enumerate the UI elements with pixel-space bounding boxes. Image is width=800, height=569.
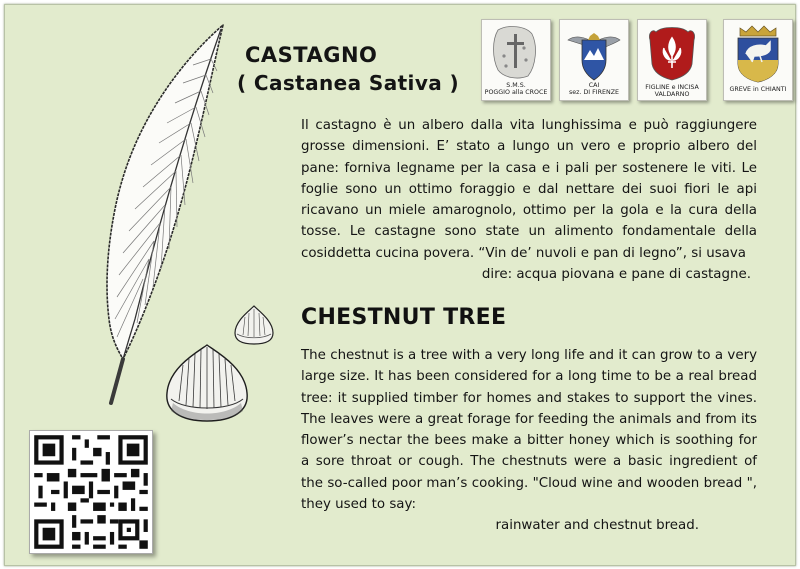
qr-code[interactable] [29,430,153,554]
cai-firenze-logo [559,19,629,101]
logo-caption: S.M.S. [506,82,526,89]
english-description [301,345,757,537]
scientific-name: ( Castanea Sativa ) [237,71,460,95]
greve-in-chianti-logo [723,19,793,101]
english-closing-line: rainwater and chestnut bread. [495,518,699,534]
large-chestnut-illustration [159,341,255,425]
sms-poggio-alla-croce-logo [481,19,551,101]
logo-caption: FIGLINE e INCISA [645,84,699,91]
english-heading: CHESTNUT TREE [301,305,507,330]
logo-caption: POGGIO alla CROCE [484,89,548,96]
italian-closing-line: dire: acqua piovana e pane di castagne. [481,267,751,283]
qr-code-pattern [30,431,152,553]
sign-panel [4,4,796,566]
logo-caption: CAI [588,82,600,89]
logo-caption: VALDARNO [654,91,690,98]
english-body-text: The chestnut is a tree with a very long life and it can grow to a very large size. It has been considered for a long time to be a real bread tree: it supplied timber for homes and stakes to support the vines. The leaves were a great forage for feeding the animals and from its flower’s nectar the bees make a bitter honey which is soothing for a sore throat or cough. The chestnuts were a basic ingredient of the so-called poor man’s cooking. "Cloud wine and wooden bread ", they used to say: [301,348,757,513]
figline-incisa-logo [637,19,707,101]
italian-body-text: Il castagno è un albero dalla vita lunghissima e può raggiungere grosse dimensioni. E’ stato a lungo un vero e proprio albero del pane: forniva legname per la casa e i pali per sostenere le viti. Le foglie sono un ottimo foraggio e dal nettare dei suoi fiori le api ricavano un miele amarognolo, ottimo per la gola e la cura della tosse. Le castagne sono state un alimento fondamentale della cosiddetta cucina povera. “Vin de’ nuvoli e pan di legno”, si usava [301,118,757,261]
page-title: CASTAGNO [245,43,378,67]
logo-caption: sez. DI FIRENZE [568,89,619,96]
italian-description [301,115,757,285]
logo-caption: GREVE in CHIANTI [729,86,787,93]
